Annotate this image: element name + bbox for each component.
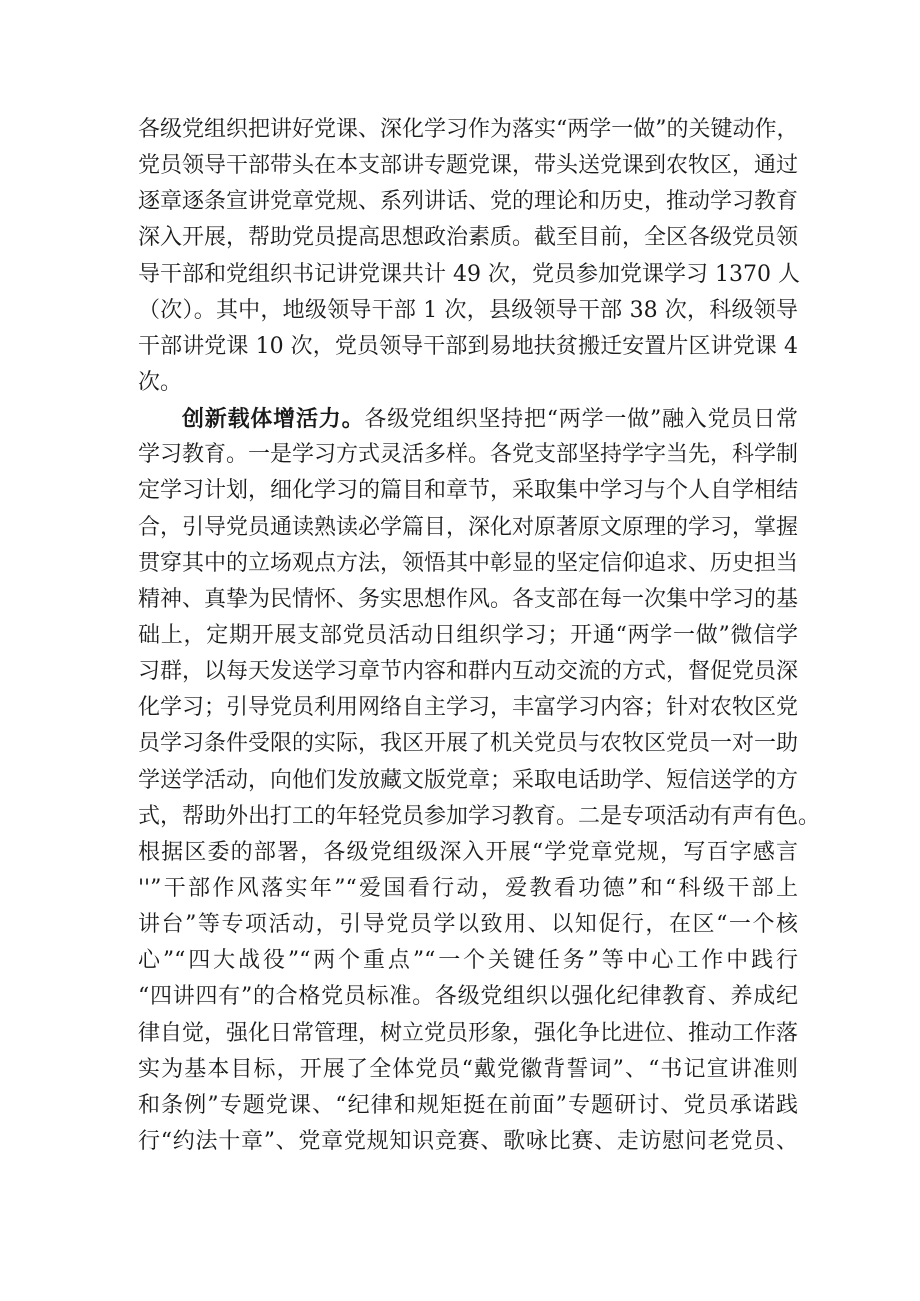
text-line: （次）。其中，地级领导干部 1 次，县级领导干部 38 次，科级领导 [138,297,798,323]
text-line: 律自觉，强化日常管理，树立党员形象，强化争比进位、推动工作落 [138,1020,799,1046]
paragraph-first-line [138,401,798,437]
text-line: 习群，以每天发送学习章节内容和群内互动交流的方式，督促党员深 [138,659,799,685]
text-line: 党员领导干部带头在本支部讲专题党课，带头送党课到农牧区，通过 [138,153,799,179]
text-line: 和条例”专题党课、“纪律和规矩挺在前面”专题研讨、党员承诺践 [138,1092,798,1118]
text-line: 学送学活动，向他们发放藏文版党章；采取电话助学、短信送学的方 [138,767,799,793]
text-line: ''”干部作风落实年”“爱国看行动，爱教看功德”和“科级干部上 [138,875,798,901]
text-line: 础上，定期开展支部党员活动日组织学习；开通“两学一做”微信学 [138,622,798,648]
document-body [138,112,821,1160]
text-line: 员学习条件受限的实际，我区开展了机关党员与农牧区党员一对一助 [138,731,799,757]
text-line: 实为基本目标，开展了全体党员“戴党徽背誓词”、“书记宣讲准则 [138,1056,798,1082]
text-span: 各级党组织坚持把“两学一做”融入党员日常 [364,407,798,433]
text-line: 干部讲党课 10 次，党员领导干部到易地扶贫搬迁安置片区讲党课 4 [138,333,798,359]
text-line: 根据区委的部署，各级党组级深入开展“学党章党规，写百字感言 [138,839,798,865]
text-line: 化学习；引导党员利用网络自主学习，丰富学习内容；针对农牧区党 [138,695,799,721]
text-line: 行“约法十章”、党章党规知识竞赛、歌咏比赛、走访慰问老党员、 [138,1128,798,1154]
text-line: 贯穿其中的立场观点方法，领悟其中彰显的坚定信仰追求、历史担当 [138,550,799,576]
text-line: 导干部和党组织书记讲党课共计 49 次，党员参加党课学习 1370 人 [138,261,800,287]
section-heading: 创新载体增活力。 [182,406,365,433]
text-line: “四讲四有”的合格党员标准。各级党组织以强化纪律教育、养成纪 [138,984,798,1010]
text-line: 定学习计划，细化学习的篇目和章节，采取集中学习与个人自学相结 [138,478,799,504]
text-line: 式，帮助外出打工的年轻党员参加学习教育。二是专项活动有声有色。 [138,803,821,829]
text-line: 逐章逐条宣讲党章党规、系列讲话、党的理论和历史，推动学习教育 [138,189,799,215]
text-line: 合，引导党员通读熟读必学篇目，深化对原著原文原理的学习，掌握 [138,514,799,540]
text-line: 深入开展，帮助党员提高思想政治素质。截至目前，全区各级党员领 [138,225,799,251]
paragraph-party-lectures [138,112,798,401]
text-line: 精神、真挚为民情怀、务实思想作风。各支部在每一次集中学习的基 [138,586,799,612]
text-line: 心”“四大战役”“两个重点”“一个关键任务”等中心工作中践行 [138,948,798,974]
text-line: 次。 [138,369,183,395]
text-line: 各级党组织把讲好党课、深化学习作为落实“两学一做”的关键动作， [138,117,799,142]
text-line: 讲台”等专项活动，引导党员学以致用、以知促行，在区“一个核 [138,912,798,938]
paragraph-innovative-carriers [138,401,821,1160]
text-line: 学习教育。一是学习方式灵活多样。各党支部坚持学字当先，科学制 [138,442,799,468]
